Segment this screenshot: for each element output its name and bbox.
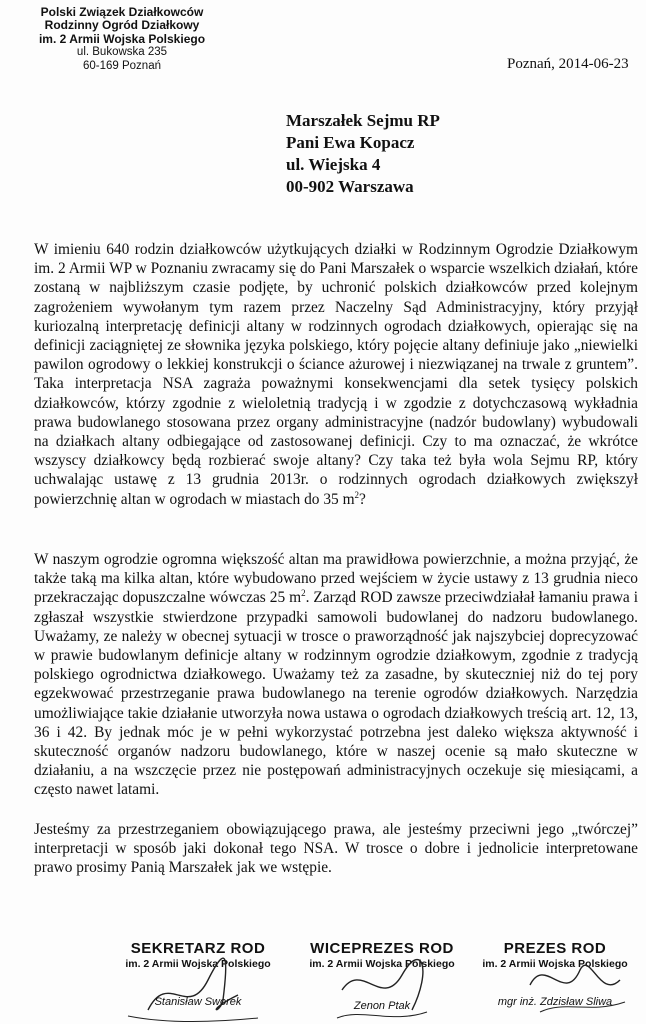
paragraph-text: W naszym ogrodzie ogromna większość altan ma prawidłowa powierzchnie, a można przyjąć, że także taką ma kilka altan, które wybudowano przed wejściem w życie ustawy z 13 grudnia nieco przekraczając dopuszczalne wówczas 25 m — [34, 551, 638, 607]
superscript: 2 — [354, 489, 360, 500]
place-date: Poznań, 2014-06-23 — [507, 56, 629, 72]
signature-block-vice-president — [292, 940, 472, 1024]
signature-name: Stanisław Sworek — [154, 996, 242, 1008]
signature-title: PREZES ROD — [503, 940, 607, 957]
letterhead-line: im. 2 Armii Wojska Polskiego — [38, 31, 206, 46]
body-paragraph-2 — [34, 550, 638, 800]
recipient-line: ul. Wiejska 4 — [286, 155, 381, 174]
body-paragraph-1 — [34, 240, 638, 509]
signature-subtitle: im. 2 Armii Wojska Polskiego — [309, 958, 455, 970]
signature-block-secretary — [108, 940, 288, 1024]
letterhead-line: ul. Bukowska 235 — [76, 46, 168, 59]
handwritten-signature-icon — [470, 940, 640, 1024]
signature-title: WICEPREZES ROD — [310, 940, 454, 957]
signature-subtitle: im. 2 Armii Wojska Polskiego — [482, 958, 628, 970]
letterhead-line: Rodzinny Ogród Działkowy — [44, 18, 200, 33]
letterhead-line: 60-169 Poznań — [82, 59, 161, 72]
letterhead-line: Polski Związek Działkowców — [40, 5, 204, 19]
superscript: 2 — [301, 588, 306, 599]
recipient-line: 00-902 Warszawa — [286, 177, 414, 196]
recipient-line: Pani Ewa Kopacz — [286, 133, 415, 152]
signature-title: SEKRETARZ ROD — [130, 940, 266, 957]
recipient-address — [286, 110, 440, 198]
recipient-line: Marszałek Sejmu RP — [286, 111, 440, 130]
letterhead-stamp — [22, 6, 222, 73]
signature-subtitle: im. 2 Armii Wojska Polskiego — [125, 958, 271, 970]
paragraph-text: ? — [359, 490, 366, 508]
paragraph-text: . Zarząd ROD zawsze przeciwdziałał łamaniu prawa i zgłaszał wszystkie stwierdzone przypadki samowoli budowlanej do nadzoru budowlanego. Uważamy, ze należy w obecnej sytuacji w trosce o praworządność jak najszybciej doprecyzować w prawie budowlanym definicje altany w rodzinnym ogrodzie działkowym, zgodnie z tradycją polskiego ogrodnictwa działkowego. Uważamy też za zasadne, by skuteczniej niż do tej pory egzekwować przestrzeganie prawa budowlanego na terenie ogrodów działkowych. Narzędzia umożliwiające takie działanie utworzyła nowa ustawa o ogrodach działkowych treścią art. 12, 13, 36 i 42. By jednak móc je w pełni wykorzystać potrzebna jest daleko większa aktywność i skuteczność organów nadzoru budowlanego, które w naszej ocenie są mało skuteczne w działaniu, a na wszczęcie przez nie postępowań administracyjnych oczekuje się miesiącami, a często nawet latami. — [34, 589, 638, 799]
paragraph-text: W imieniu 640 rodzin działkowców użytkujących działki w Rodzinnym Ogrodzie Działkowym im. 2 Armii WP w Poznaniu zwracamy się do Pani Marszałek o wsparcie wszelkich działań, które zostaną w najbliższym czasie podjęte, by uchronić polskich działkowców przed kolejnym zagrożeniem wywołanym tym razem przez Naczelny Sąd Administracyjny, który przyjął kuriozalną interpretację definicji altany w rodzinnych ogrodach działkowych, opierając się na definicji zaciągniętej ze słownika języka polskiego, który pojęcie altany definiuje jako „niewielki pawilon ogrodowy o lekkiej konstrukcji o ściance ażurowej i niezwiązanej na trwale z gruntem”. Taka interpretacja NSA zagraża poważnymi konsekwencjami dla setek tysięcy polskich działkowców, którzy zgodnie z wieloletnią tradycją i w zgodzie z dotychczasową wykładnia prawa budowlanego stosowana przez organy administracyjne (nadzór budowlany) wybudowali na działkach altany odbiegające od zastosowanej definicji. Czy to ma oznaczać, że wkrótce wszyscy działkowcy będą rozbierać swoje altany? Czy taka też była wola Sejmu RP, który uchwalając ustawę z 13 grudnia 2013r. o rodzinnych ogrodach działkowych zwiększył powierzchnię altan w ogrodach w miastach do 35 m — [34, 241, 638, 508]
signature-name: Zenon Ptak — [353, 1000, 411, 1012]
signature-name: mgr inż. Zdzisław Sliwa — [497, 996, 613, 1008]
body-paragraph-3: Jesteśmy za przestrzeganiem obowiązującego prawa, ale jesteśmy przeciwni jego „twórczej” interpretacji w sposób jaki dokonał tego NSA. W trosce o dobre i jednolicie interpretowane prawo prosimy Panią Marszałek jak we wstępie. — [34, 821, 638, 877]
signature-block-president — [470, 940, 640, 1024]
handwritten-signature-icon — [108, 940, 288, 1024]
